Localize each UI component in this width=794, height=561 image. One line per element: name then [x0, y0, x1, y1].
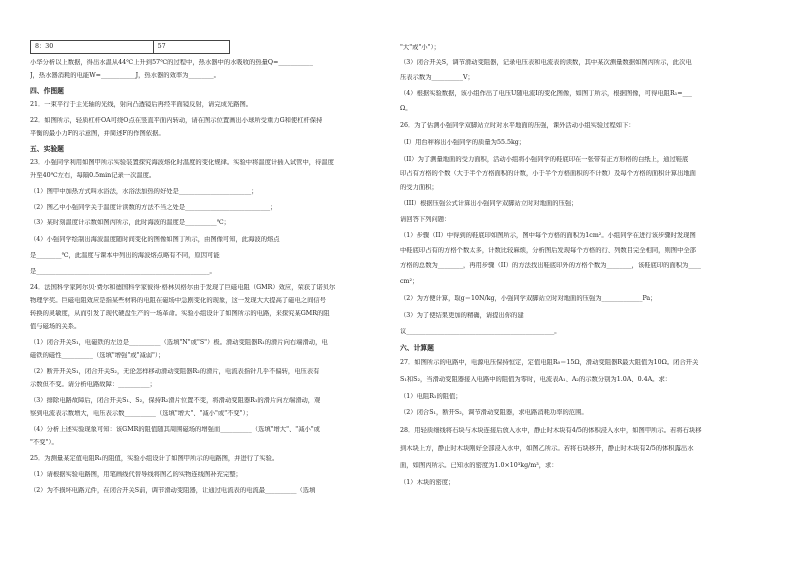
text-line: 22．如图所示，轻质杠杆OA可绕O点在竖直平面内转动，请在图示位置画出小球所受重力G和使杠杆保持 [30, 117, 323, 124]
text-line: 印占有方格的个数（大于半个方格面积的计数，小于半个方格面积的不计数）及每个方格的面积计算出地面 [400, 170, 696, 177]
text-line: （1）闭合开关S₁，电磁铁的左边是__________（选填"N"或"S"）极。滑动变阻器R₁的滑片向右端滑动，电 [30, 339, 328, 346]
text-line: 25．为测量某定值电阻R₁的阻值，实验小组设计了如图甲所示的电路图，并进行了实验。 [30, 455, 279, 462]
text-line: 28．用轻质细线将石块与木块连接后放入水中，静止时木块有4/5的体积浸入水中，如图甲所示。若将石块移 [400, 427, 702, 434]
table-row [31, 41, 230, 54]
text-line: 是_______________________________________________________。 [30, 268, 216, 275]
section-heading: 五、实验题 [30, 145, 64, 153]
text-line: "大"或"小"）； [400, 44, 440, 51]
text-line: 21．一束平行于主光轴的光线，射向凸透镜后再经平面镜反射，请完成光路图。 [30, 101, 253, 108]
text-line: 26．为了估测小强同学双脚站立时对水平地面的压强，课外活动小组实验过程如下： [400, 122, 635, 129]
section-heading: 六、计算题 [400, 344, 434, 352]
text-line: 24．法国科学家阿尔贝·费尔和德国科学家彼得·格林贝格尔由于发现了巨磁电阻（GMR）效应，荣获了诺贝尔 [30, 284, 336, 291]
text-line: （1）图甲中加热方式叫水浴法，水浴法加热的好处是_______________________； [30, 188, 258, 195]
text-line: 23．小强同学利用如图甲所示实验装置探究海波熔化时温度的变化规律。实验中将温度计插入试管中，待温度 [30, 159, 334, 166]
text-line: 方格的总数为________，再用步骤（II）的方法找出鞋底印外的方格个数为________，该鞋底印的面积为____ [400, 262, 701, 269]
text-line: （III）根据压强公式计算出小强同学双脚站立时对地面的压强； [400, 200, 578, 207]
text-line: 升至40℃左右，每隔0.5min记录一次温度。 [30, 172, 156, 179]
text-line: 中鞋底印占有的方格个数太多，计数比较麻烦，分析图后发现每个方格的行、列数目完全相同，则图中全部 [400, 247, 696, 254]
text-line: （3）排除电路故障后，闭合开关S₁、S₂，保持R₂滑片位置不变，将滑动变阻器R₁的滑片向左端滑动，观 [30, 397, 321, 404]
text-line: （4）根据实验数据，该小组作出了电压U随电流I的变化图像，如图丁所示，根据图像，可得电阻R₁=___ [400, 90, 692, 97]
text-line: 的受力面积； [400, 184, 438, 191]
text-line: 面，如图丙所示。已知水的密度为1.0×10³kg/m³，求： [400, 462, 558, 469]
text-line: （4）小强同学绘制出海波温度随时间变化的图像如图丁所示，由图像可知，此海波的熔点 [30, 236, 280, 243]
text-line: J，热水器消耗的电能W=___________J，热水器的效率为________。 [30, 72, 220, 79]
text-line: （2）图乙中小强同学关于温度计读数的方法不当之处是___________________________； [30, 204, 277, 211]
text-line: （2）闭合S₁，断开S₂，调节滑动变阻器，求电路消耗功率的范围。 [400, 409, 588, 416]
table-cell: 8：30 [31, 41, 154, 54]
text-line: （3）某时刻温度计示数如图丙所示，此时海波的温度是__________℃； [30, 219, 230, 226]
text-line: （2）为方便计算，取g＝10N/kg，小强同学双脚站立时对地面的压强为_____________Pa； [400, 295, 657, 302]
text-line: 平衡的最小力F的示意图，并简述F的作图依据。 [30, 130, 165, 137]
text-line: cm²； [400, 278, 419, 285]
text-line: 到木块上方，静止时木块刚好全部浸入水中，如图乙所示。若将石块移开，静止时木块有2/5的体积露出水 [400, 445, 694, 452]
text-line: （1）木块的密度； [400, 479, 455, 486]
text-line: （3）为了使结果更加的精确，请提出你的建 [400, 312, 524, 319]
text-line: 转换的灵敏度，从而引发了现代硬盘生产的一场革命。实验小组设计了如图所示的电路，来探究某GMR的阻 [30, 310, 330, 317]
data-table [30, 40, 230, 54]
text-line: （3）闭合开关S，调节滑动变阻器，记录电压表和电流表的读数，其中某次测量数据如图丙所示，此次电 [400, 59, 692, 66]
text-line: （4）分析上述实验现象可知：该GMR的阻值随其周围磁场的增强而__________（选填"增大"、"减小"或 [30, 426, 320, 433]
text-line: 值与磁场的关系。 [30, 323, 81, 330]
text-line: 是________℃，此温度与课本中列出的海波熔点略有不同，原因可能 [30, 252, 220, 259]
text-line: 示数但不变。请分析电路故障：__________； [30, 381, 156, 388]
text-line: （1）步骤（II）中得到的鞋底印如图所示，图中每个方格的面积为1cm²。小组同学在进行该步骤时发现图 [400, 232, 696, 239]
text-line: （2）断开开关S₁，闭合开关S₂，无论怎样移动滑动变阻器R₂的滑片，电流表指针几乎不偏转，电压表有 [30, 368, 320, 375]
text-line: （1）请根据实验电路图，用笔画线代替导线将图乙的实物连线图补充完整； [30, 471, 242, 478]
text-line: S₁和S₂，当滑动变阻器接入电路中的阻值为零时，电流表A₁、A₂的示数分别为1.0A、0.4A。求： [400, 376, 672, 383]
text-line: 物理学奖。巨磁电阻效应是指某些材料的电阻在磁场中急剧变化的现象，这一发现大大提高了磁电之间信号 [30, 297, 326, 304]
text-line: （2）为不损坏电路元件，在闭合开关S前，调节滑动变阻器，让通过电流表的电流最__________（选填 [30, 487, 316, 494]
text-line: 请回答下列问题： [400, 216, 451, 223]
text-line: 小华分析以上数据，得出水温从44℃上升到57℃的过程中，热水器中的水吸收的热量Q=___________ [30, 59, 313, 66]
text-line: 察到电流表示数增大，电压表示数__________（选填"增大"、"减小"或"不变"）； [30, 410, 253, 417]
text-line: 27．如图所示的电路中，电源电压保持恒定，定值电阻R₀＝15Ω，滑动变阻器R最大阻值为10Ω。闭合开关 [400, 359, 699, 366]
table-cell: 57 [153, 41, 229, 54]
section-heading: 四、作图题 [30, 87, 64, 95]
text-line: 磁铁的磁性__________（选填"增强"或"减弱"）； [30, 352, 165, 359]
text-line: （1）电阻R₁的阻值； [400, 393, 462, 400]
text-line: （II）为了测量地面的受力面积，活动小组将小强同学的鞋底印在一张带有正方形格的白纸上，通过鞋底 [400, 156, 689, 163]
text-line: Ω。 [400, 105, 412, 112]
text-line: 压表示数为__________V； [400, 74, 474, 81]
text-line: "不变"）。 [30, 439, 58, 446]
text-line: （I）用台秤称出小强同学的质量为55.5kg； [400, 139, 526, 146]
text-line: 议_______________________________________________。 [400, 328, 561, 335]
